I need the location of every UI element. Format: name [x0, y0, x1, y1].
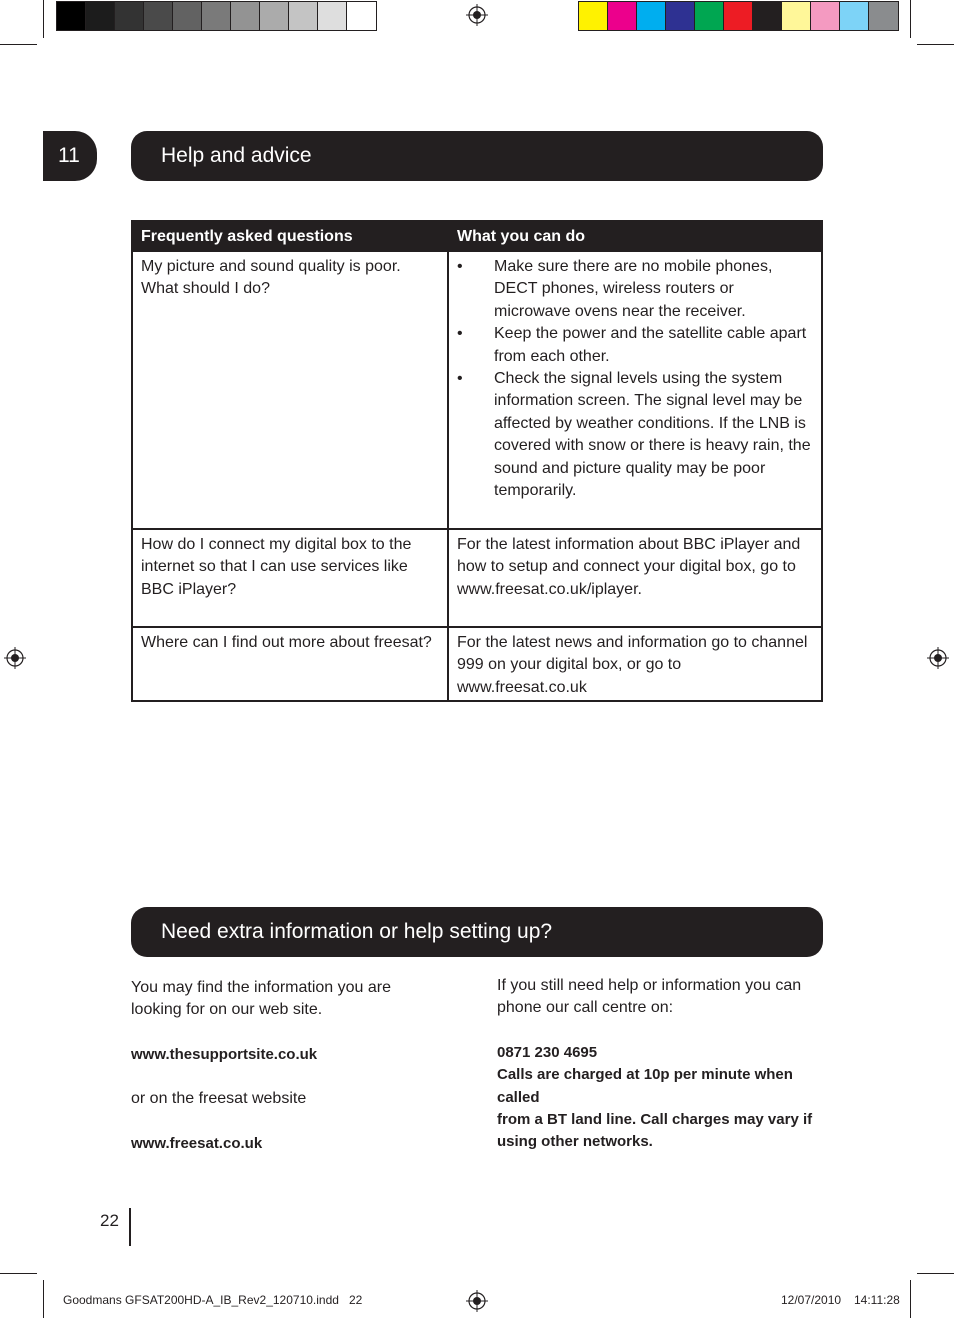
support-site-link[interactable]: www.thesupportsite.co.uk: [131, 1045, 318, 1063]
crop-mark: [0, 44, 37, 45]
freesat-site-link[interactable]: www.freesat.co.uk: [131, 1134, 263, 1152]
answer-bullet-list: [457, 256, 813, 502]
slug-date: 12/07/2010: [781, 1293, 842, 1307]
question-cell: Where can I find out more about freesat?: [133, 628, 449, 700]
intro-text: looking for on our web site.: [131, 1001, 323, 1019]
colour-swatch: [695, 2, 724, 30]
colour-swatch: [724, 2, 753, 30]
intro-text: If you still need help or information you can: [497, 977, 802, 994]
colour-swatch: [608, 2, 637, 30]
intro-text: phone our call centre on:: [497, 999, 674, 1017]
call-charges-text: from a BT land line. Call charges may vary if: [497, 1111, 813, 1129]
column-header-questions: Frequently asked questions: [141, 228, 353, 245]
colour-swatch: [666, 2, 695, 30]
question-cell: How do I connect my digital box to the internet so that I can use services like BBC iPlayer?: [133, 530, 449, 626]
colour-swatch: [202, 2, 231, 30]
page-number: 22: [100, 1211, 119, 1230]
registration-mark-icon: [927, 647, 949, 669]
call-charges-text: Calls are charged at 10p per minute when called: [497, 1066, 793, 1106]
colour-swatch: [579, 2, 608, 30]
page-number-divider: [129, 1208, 131, 1246]
answer-cell: For the latest information about BBC iPlayer and how to setup and connect your digital box, go to www.freesat.co.uk/iplayer.: [457, 536, 801, 598]
section-title: Help and advice: [161, 144, 312, 167]
table-header: [133, 222, 821, 252]
answer-cell: For the latest news and information go to channel 999 on your digital box, or go to www.freesat.co.uk: [457, 634, 808, 696]
faq-table: [131, 220, 823, 702]
list-item: • Check the signal levels using the system information screen. The signal level may be affected by weather conditions. If the LNB is covered with snow or there is heavy rain, the sound and picture quality may be poor temporarily.: [457, 368, 813, 502]
colour-swatch: [57, 2, 86, 30]
colour-swatch: [289, 2, 318, 30]
web-help-column: [131, 977, 471, 1155]
section-title: Need extra information or help setting up?: [161, 920, 553, 943]
slug-time: 14:11:28: [854, 1293, 900, 1307]
registration-mark-icon: [466, 1290, 488, 1312]
crop-mark: [0, 1273, 37, 1274]
intro-text: You may find the information you are: [131, 979, 392, 996]
crop-mark: [910, 0, 911, 38]
colour-swatch: [840, 2, 869, 30]
crop-mark: [43, 0, 44, 38]
registration-mark-icon: [466, 4, 488, 26]
list-item: • Keep the power and the satellite cable apart from each other.: [457, 323, 813, 368]
colour-swatch: [782, 2, 811, 30]
colour-swatch: [173, 2, 202, 30]
answer-cell: [449, 252, 821, 528]
grey-colour-bar: [56, 1, 377, 31]
colour-swatch: [144, 2, 173, 30]
chapter-number: 11: [58, 144, 80, 167]
colour-swatch: [753, 2, 782, 30]
call-charges-text: using other networks.: [497, 1133, 653, 1151]
phone-help-column: [497, 975, 827, 1154]
crop-mark: [910, 1280, 911, 1318]
colour-swatch: [811, 2, 840, 30]
colour-swatch: [115, 2, 144, 30]
crop-mark: [917, 1273, 954, 1274]
crop-mark: [917, 44, 954, 45]
colour-swatch: [318, 2, 347, 30]
list-item: • Make sure there are no mobile phones, DECT phones, wireless routers or microwave ovens near the receiver.: [457, 256, 813, 323]
colour-swatch: [347, 2, 376, 30]
colour-swatch: [260, 2, 289, 30]
or-text: or on the freesat website: [131, 1090, 307, 1108]
table-row: [133, 626, 821, 700]
column-header-actions: What you can do: [457, 228, 585, 245]
colour-swatch: [231, 2, 260, 30]
colour-swatch: [637, 2, 666, 30]
slug-filename: Goodmans GFSAT200HD-A_IB_Rev2_120710.indd 22: [63, 1293, 363, 1307]
phone-number: 0871 230 4695: [497, 1043, 598, 1061]
colour-swatch: [86, 2, 115, 30]
table-row: [133, 528, 821, 626]
section-heading-help: [131, 131, 823, 181]
chapter-number-tab: [43, 131, 97, 181]
registration-mark-icon: [4, 647, 26, 669]
crop-mark: [43, 1280, 44, 1318]
section-heading-extra-help: [131, 907, 823, 957]
question-cell: My picture and sound quality is poor. What should I do?: [133, 252, 449, 528]
colour-bar: [578, 1, 899, 31]
colour-swatch: [869, 2, 898, 30]
table-row: [133, 252, 821, 528]
